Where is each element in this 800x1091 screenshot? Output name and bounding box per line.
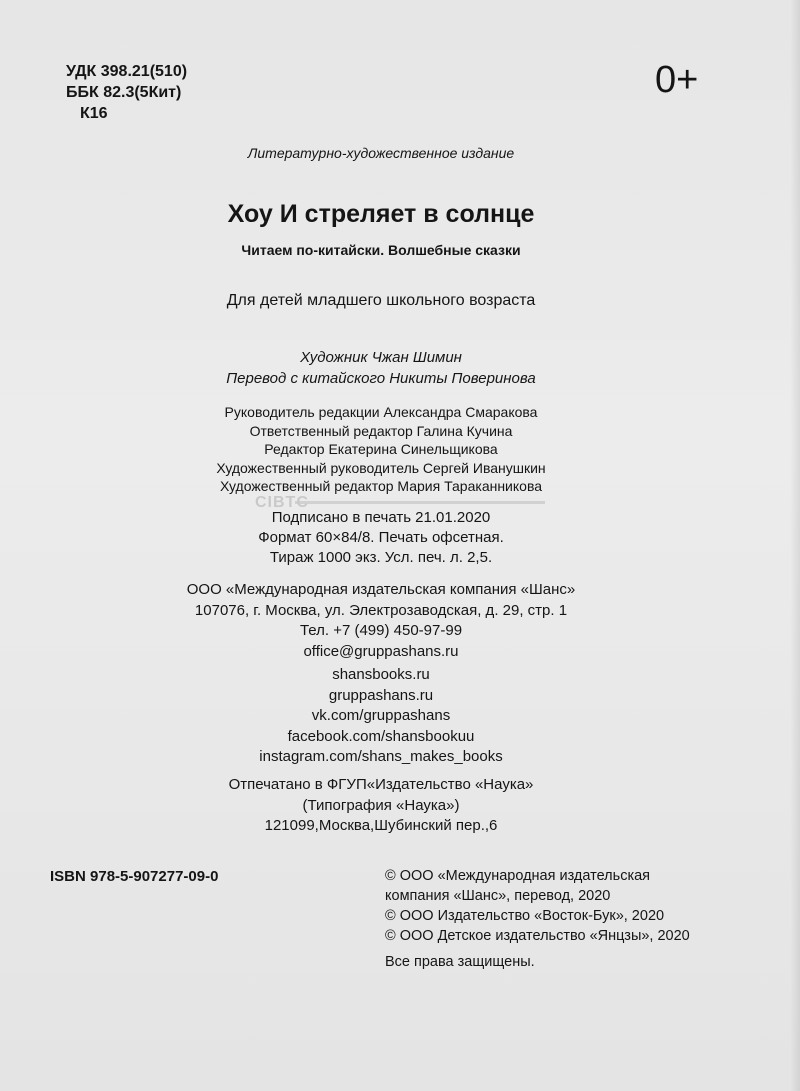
printer-line: (Типография «Наука») — [302, 796, 460, 814]
copyright-line: компания «Шанс», перевод, 2020 — [385, 888, 611, 904]
web-link: facebook.com/shansbookuu — [287, 727, 475, 745]
staff-line: Художественный руководитель Сергей Иванушкин — [216, 459, 546, 476]
staff-line: Художественный редактор Мария Тараканникова — [219, 478, 543, 494]
copyright-block — [385, 866, 690, 972]
watermark-band — [295, 501, 545, 504]
editorial-staff — [0, 403, 762, 496]
classification-codes — [66, 61, 187, 124]
print-line: Подписано в печать 21.01.2020 — [271, 509, 491, 526]
publisher-email: office@gruppashans.ru — [303, 642, 459, 660]
rights-reserved: Все права защищены. — [385, 954, 535, 970]
web-link: gruppashans.ru — [328, 686, 434, 704]
web-link: shansbooks.ru — [332, 666, 430, 683]
publisher-phone: Тел. +7 (499) 450-97-99 — [299, 622, 463, 639]
printer-line: 121099,Москва,Шубинский пер.,6 — [264, 817, 498, 834]
copyright-line: © ООО Детское издательство «Янцзы», 2020 — [385, 928, 690, 944]
web-link: instagram.com/shans_makes_books — [259, 748, 503, 765]
author-mark: К16 — [80, 105, 108, 122]
copyright-line: © ООО «Международная издательская — [385, 868, 651, 884]
staff-line: Ответственный редактор Галина Кучина — [249, 422, 513, 439]
print-line: Формат 60×84/8. Печать офсетная. — [258, 529, 504, 546]
publisher-info — [0, 580, 762, 662]
publisher-name: ООО «Международная издательская компания «Шанс» — [186, 581, 576, 598]
staff-line: Руководитель редакции Александра Смаракова — [224, 404, 538, 420]
print-info — [0, 508, 762, 568]
illustrator: Художник Чжан Шимин — [300, 349, 462, 366]
credits — [0, 347, 762, 389]
isbn: ISBN 978-5-907277-09-0 — [50, 868, 219, 885]
book-title: Хоу И стреляет в солнце — [227, 200, 535, 228]
print-line: Тираж 1000 экз. Усл. печ. л. 2,5. — [269, 549, 493, 566]
web-links — [0, 665, 762, 768]
printer-line: Отпечатано в ФГУП«Издательство «Наука» — [228, 776, 534, 793]
age-rating: 0+ — [655, 59, 699, 101]
web-link: vk.com/gruppashans — [311, 707, 451, 724]
translator: Перевод с китайского Никиты Поверинова — [226, 370, 536, 387]
printer-info — [0, 775, 762, 837]
book-subtitle: Читаем по-китайски. Волшебные сказки — [241, 242, 521, 258]
bbk-code: ББК 82.3(5Кит) — [66, 84, 182, 101]
copyright-line: © ООО Издательство «Восток-Бук», 2020 — [385, 908, 665, 924]
publisher-address: 107076, г. Москва, ул. Электрозаводская, д. 29, стр. 1 — [194, 601, 568, 619]
staff-line: Редактор Екатерина Синельщикова — [264, 441, 498, 457]
edition-type: Литературно-художественное издание — [247, 145, 515, 161]
page-edge-shadow — [790, 0, 800, 1091]
watermark-text: CIBTC — [255, 494, 309, 511]
audience-note: Для детей младшего школьного возраста — [226, 292, 536, 309]
udk-code: УДК 398.21(510) — [66, 63, 188, 80]
